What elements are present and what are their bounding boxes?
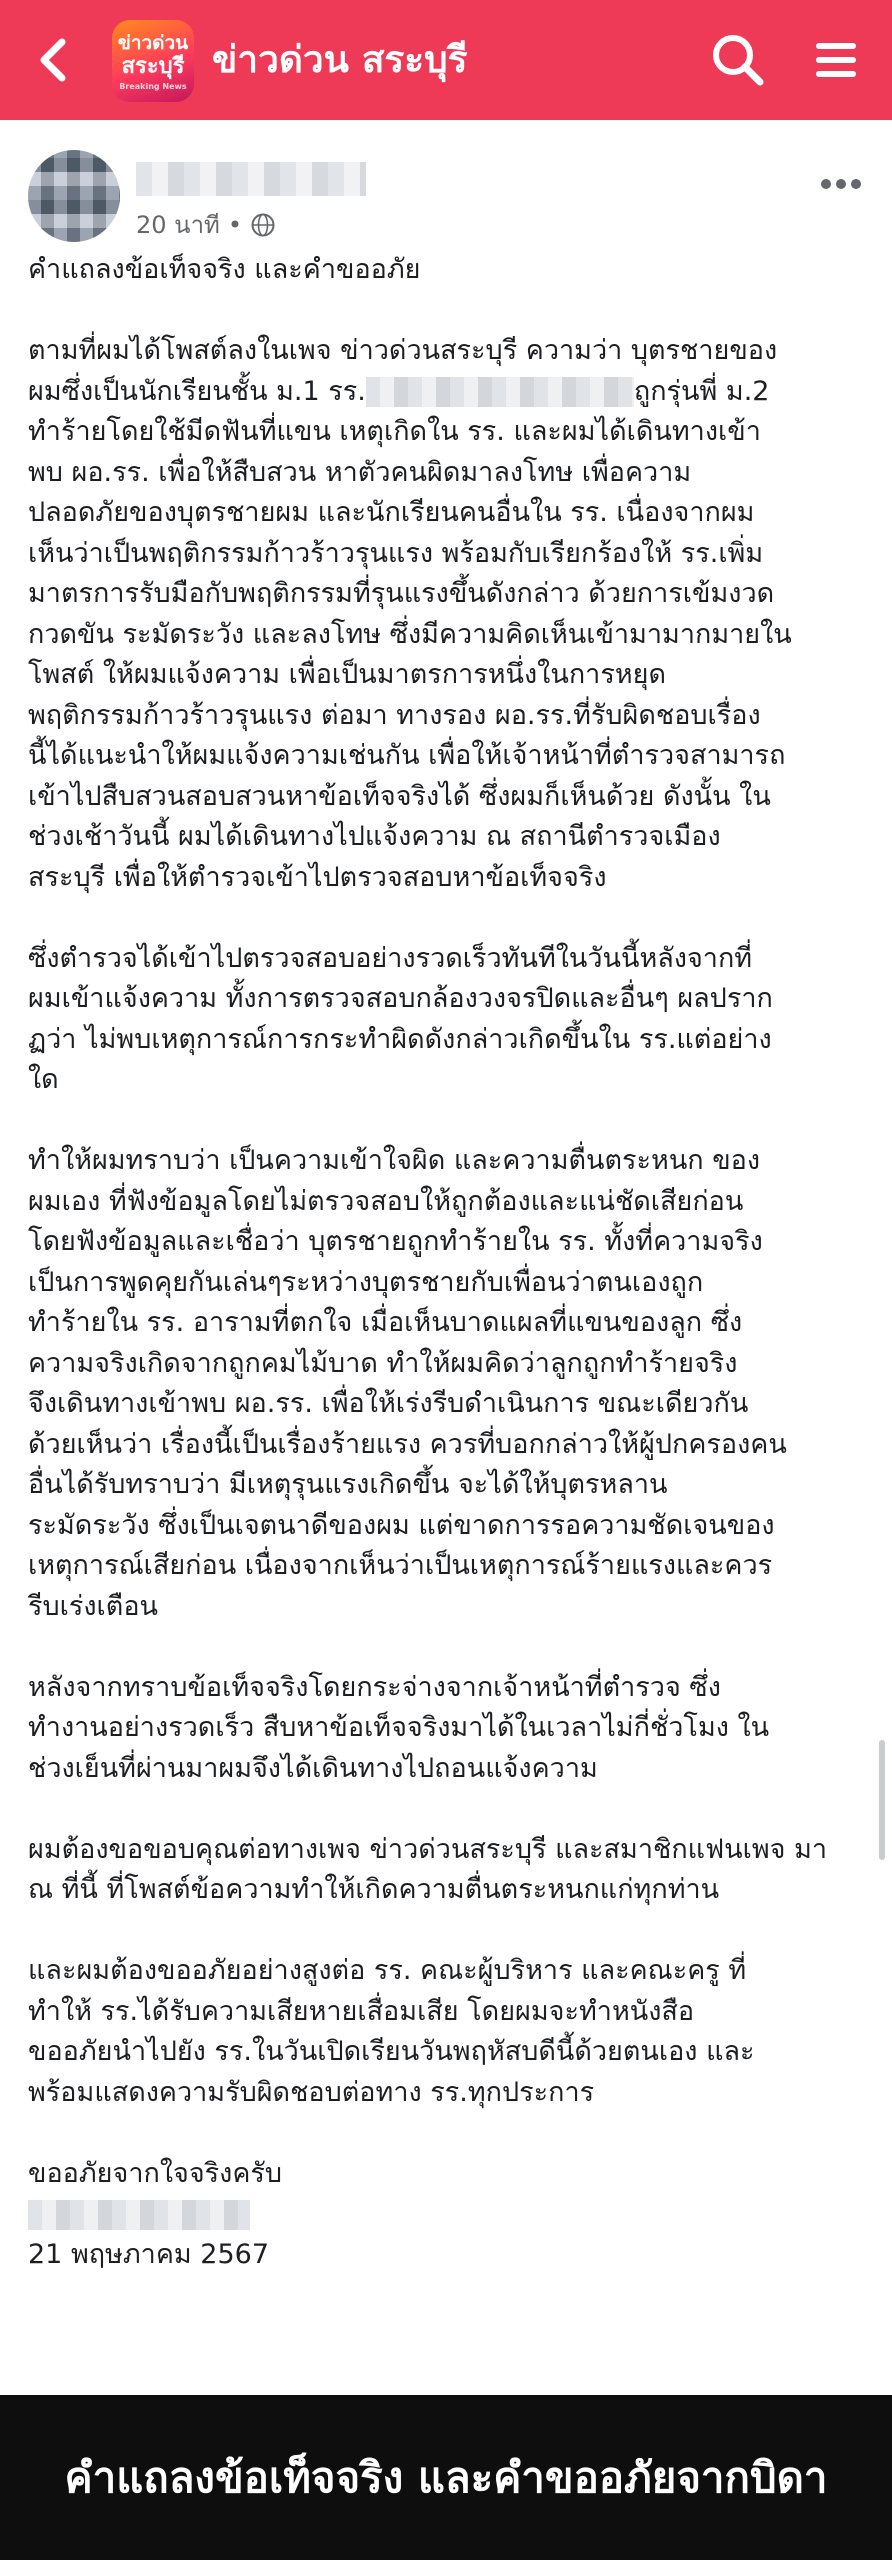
signature-name-redacted: [28, 2200, 250, 2230]
chevron-left-icon: [30, 30, 78, 90]
text-line: ช่วงเย็นที่ผ่านมาผมจึงได้เดินทางไปถอนแจ้งความ: [28, 1752, 598, 1784]
page-logo[interactable]: [112, 20, 194, 102]
text-line: โพสต์ ให้ผมแจ้งความ เพื่อเป็นมาตรการหนึ่งในการหยุด: [28, 659, 666, 690]
text-segment: ผมซึ่งเป็นนักเรียนชั้น ม.1 รร.: [28, 375, 366, 407]
hamburger-menu-icon: [808, 30, 864, 90]
back-button[interactable]: [30, 30, 78, 90]
paragraph-gap: [28, 1789, 866, 1830]
text-line: หลังจากทราบข้อเท็จจริงโดยกระจ่างจากเจ้าหน้าที่ตำรวจ ซึ่ง: [28, 1671, 721, 1703]
text-line: ฏว่า ไม่พบเหตุการณ์การกระทำผิดดังกล่าวเกิดขึ้นใน รร.แต่อย่าง: [28, 1023, 772, 1055]
signature-redacted-line: [28, 2194, 866, 2235]
text-line: ณ ที่นี้ ที่โพสต์ข้อความทำให้เกิดความตื่นตระหนกแก่ทุกท่าน: [28, 1874, 720, 1905]
paragraph-gap: [28, 2113, 866, 2154]
paragraph-gap: [28, 1911, 866, 1952]
text-line: ขออภัยจากใจจริงครับ: [28, 2157, 283, 2189]
text-line: ขออภัยนำไปยัง รร.ในวันเปิดเรียนวันพฤหัสบดีนี้ด้วยตนเอง และ: [28, 2036, 755, 2067]
text-line: นี้ได้แนะนำให้ผมแจ้งความเช่นกัน เพื่อให้เจ้าหน้าที่ตำรวจสามารถ: [28, 740, 786, 771]
post-body: [28, 250, 866, 2275]
text-line: ผมเอง ที่ฟังข้อมูลโดยไม่ตรวจสอบให้ถูกต้องและแน่ชัดเสียก่อน: [28, 1185, 744, 1217]
facebook-post: [0, 120, 892, 2395]
avatar[interactable]: [28, 150, 120, 242]
text-line: ผมเข้าแจ้งความ ทั้งการตรวจสอบกล้องวงจรปิดและอื่นๆ ผลปราก: [28, 983, 773, 1014]
post-heading: คำแถลงข้อเท็จจริง และคำขออภัย: [28, 254, 421, 285]
post-date: 21 พฤษภาคม 2567: [28, 2238, 269, 2270]
text-line: โดยฟังข้อมูลและเชื่อว่า บุตรชายถูกทำร้ายใน รร. ทั้งที่ความจริง: [28, 1226, 763, 1257]
text-line: ช่วงเช้าวันนี้ ผมได้เดินทางไปแจ้งความ ณ สถานีตำรวจเมือง: [28, 821, 721, 852]
text-line: และผมต้องขออภัยอย่างสูงต่อ รร. คณะผู้บริหาร และคณะครู ที่: [28, 1955, 747, 1986]
text-line: เหตุการณ์เสียก่อน เนื่องจากเห็นว่าเป็นเหตุการณ์ร้ายแรงและควร: [28, 1550, 773, 1581]
text-line: ปลอดภัยของบุตรชายผม และนักเรียนคนอื่นใน รร. เนื่องจากผม: [28, 497, 755, 528]
meta-separator: •: [227, 211, 243, 239]
more-options-button[interactable]: [818, 172, 864, 196]
paragraph-gap: [28, 1101, 866, 1142]
logo-line-3: Breaking News: [119, 82, 187, 91]
caption-text: คำแถลงข้อเท็จจริง และคำขออภัยจากบิดา: [64, 2453, 828, 2502]
text-line: กวดขัน ระมัดระวัง และลงโทษ ซึ่งมีความคิดเห็นเข้ามามากมายใน: [28, 618, 792, 650]
text-line: พฤติกรรมก้าวร้าวรุนแรง ต่อมา ทางรอง ผอ.รร.ที่รับผิดชอบเรื่อง: [28, 699, 761, 731]
text-line: สระบุรี เพื่อให้ตำรวจเข้าไปตรวจสอบหาข้อเท็จจริง: [28, 861, 607, 893]
scrollbar[interactable]: [879, 1740, 885, 1860]
text-line: ตามที่ผมได้โพสต์ลงในเพจ ข่าวด่วนสระบุรี ความว่า บุตรชายของ: [28, 335, 778, 366]
text-line: ความจริงเกิดจากถูกคมไม้บาด ทำให้ผมคิดว่าลูกถูกทำร้ายจริง: [28, 1347, 738, 1379]
post-meta: [136, 206, 276, 242]
text-line: อื่นได้รับทราบว่า มีเหตุรุนแรงเกิดขึ้น จะได้ให้บุตรหลาน: [28, 1469, 668, 1500]
text-line: จึงเดินทางเข้าพบ ผอ.รร. เพื่อให้เร่งรีบดำเนินการ ขณะเดียวกัน: [28, 1388, 749, 1419]
text-line: รีบเร่งเตือน: [28, 1590, 158, 1622]
text-line-with-redaction: [28, 372, 866, 413]
paragraph-gap: [28, 898, 866, 939]
text-line: เห็นว่าเป็นพฤติกรรมก้าวร้าวรุนแรง พร้อมกับเรียกร้องให้ รร.เพิ่ม: [28, 537, 764, 569]
author-name-redacted[interactable]: [136, 162, 366, 196]
school-name-redacted: [366, 377, 634, 407]
text-line: ทำให้ รร.ได้รับความเสียหายเสื่อมเสีย โดยผมจะทำหนังสือ: [28, 1995, 695, 2027]
text-line: ระมัดระวัง ซึ่งเป็นเจตนาดีของผม แต่ขาดการรอความชัดเจนของ: [28, 1509, 775, 1541]
text-line: ทำร้ายโดยใช้มีดฟันที่แขน เหตุเกิดใน รร. และผมได้เดินทางเข้า: [28, 416, 761, 447]
caption-banner: [0, 2395, 892, 2560]
search-icon: [708, 30, 768, 90]
text-line: ทำงานอย่างรวดเร็ว สืบหาข้อเท็จจริงมาได้ในเวลาไม่กี่ชั่วโมง ใน: [28, 1712, 770, 1743]
logo-line-1: ข่าวด่วน: [117, 32, 189, 54]
text-line: ผมต้องขอขอบคุณต่อทางเพจ ข่าวด่วนสระบุรี และสมาชิกแฟนเพจ มา: [28, 1833, 828, 1865]
text-line: ทำให้ผมทราบว่า เป็นความเข้าใจผิด และความตื่นตระหนก ของ: [28, 1145, 761, 1176]
text-line: ทำร้ายใน รร. อารามที่ตกใจ เมื่อเห็นบาดแผลที่แขนของลูก ซึ่ง: [28, 1307, 743, 1338]
more-horizontal-icon: [818, 172, 864, 196]
text-line: มาตรการรับมือกับพฤติกรรมที่รุนแรงขึ้นดังกล่าว ด้วยการเข้มงวด: [28, 578, 775, 609]
globe-icon: [250, 212, 276, 238]
menu-button[interactable]: [808, 30, 864, 90]
text-line: เข้าไปสืบสวนสอบสวนหาข้อเท็จจริงได้ ซึ่งผมก็เห็นด้วย ดังนั้น ใน: [28, 780, 771, 812]
paragraph-gap: [28, 291, 866, 332]
page-title[interactable]: ข่าวด่วน สระบุรี: [212, 38, 468, 81]
text-line: ใด: [28, 1064, 59, 1095]
paragraph-gap: [28, 1627, 866, 1668]
post-time[interactable]: 20 นาที: [136, 211, 220, 239]
text-segment: ถูกรุ่นพี่ ม.2: [633, 375, 770, 407]
text-line: เป็นการพูดคุยกันเล่นๆระหว่างบุตรชายกับเพื่อนว่าตนเองถูก: [28, 1266, 704, 1298]
app-header: [0, 0, 892, 120]
search-button[interactable]: [708, 30, 768, 90]
text-line: ซึ่งตำรวจได้เข้าไปตรวจสอบอย่างรวดเร็วทันทีในวันนี้หลังจากที่: [28, 942, 753, 974]
logo-line-2: สระบุรี: [121, 54, 185, 79]
text-line: พบ ผอ.รร. เพื่อให้สืบสวน หาตัวคนผิดมาลงโทษ เพื่อความ: [28, 456, 692, 488]
text-line: ด้วยเห็นว่า เรื่องนี้เป็นเรื่องร้ายแรง ควรที่บอกกล่าวให้ผู้ปกครองคน: [28, 1428, 787, 1460]
text-line: พร้อมแสดงความรับผิดชอบต่อทาง รร.ทุกประการ: [28, 2076, 595, 2108]
